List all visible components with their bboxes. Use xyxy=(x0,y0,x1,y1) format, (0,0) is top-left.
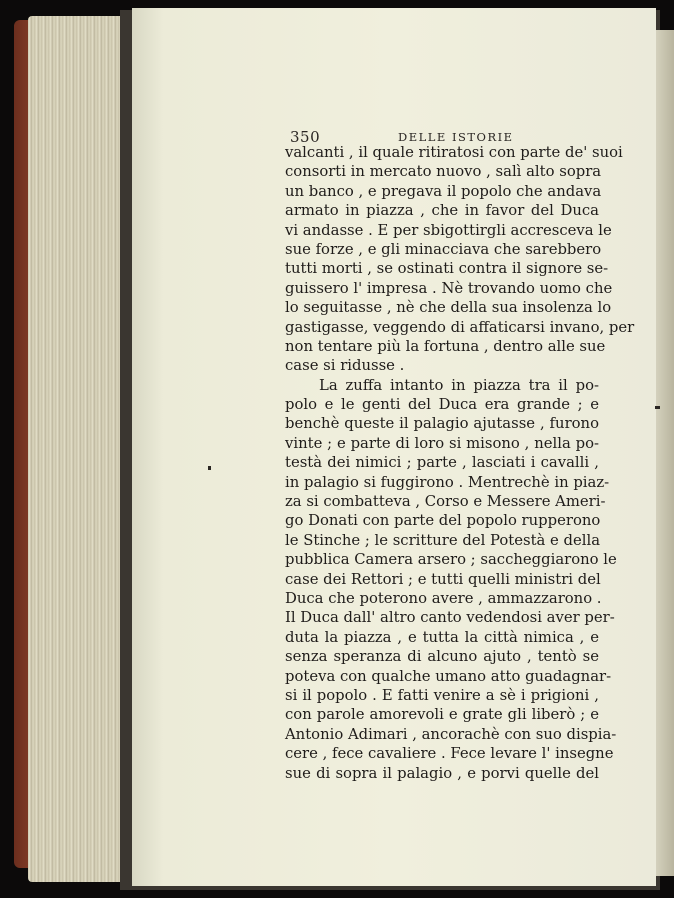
text-line: case dei Rettori ; e tutti quelli ministri del xyxy=(285,570,601,588)
text-line: testà dei nimici ; parte , lasciati i cavalli , xyxy=(285,454,599,472)
paragraph-start-line: La zuffa intanto in piazza tra il po- xyxy=(319,376,599,394)
text-line: za si combatteva , Corso e Messere Ameri- xyxy=(285,493,606,511)
text-line: Antonio Adimari , ancorachè con suo dispia- xyxy=(285,725,617,743)
text-line: go Donati con parte del popolo rupperono xyxy=(285,512,601,530)
paper-speck xyxy=(208,466,211,470)
text-line: con parole amorevoli e grate gli liberò ; e xyxy=(285,706,599,724)
text-line: guissero l' impresa . Nè trovando uomo che xyxy=(285,279,613,297)
text-line: vinte ; e parte di loro si misono , nella po- xyxy=(285,434,599,452)
page-number: 350 xyxy=(290,128,321,146)
text-line: poteva con qualche umano atto guadagnar- xyxy=(285,667,612,685)
text-line: pubblica Camera arsero ; saccheggiarono le xyxy=(285,551,617,569)
text-line: senza speranza di alcuno ajuto , tentò se xyxy=(285,648,599,666)
text-line: cere , fece cavaliere . Fece levare l' insegne xyxy=(285,745,614,763)
text-line: duta la piazza , e tutta la città nimica , e xyxy=(285,628,599,646)
text-line: sue di sopra il palagio , e porvi quelle del xyxy=(285,764,599,782)
text-line: sue forze , e gli minacciava che sarebbero xyxy=(285,240,602,258)
text-line: case si ridusse . xyxy=(285,357,405,375)
text-line: si il popolo . E fatti venire a sè i prigioni , xyxy=(285,686,599,704)
text-line: in palagio si fuggirono . Mentrechè in piaz- xyxy=(285,473,610,491)
text-line: polo e le genti del Duca era grande ; e xyxy=(285,396,599,414)
text-line: non tentare più la fortuna , dentro alle sue xyxy=(285,337,606,355)
paper-speck xyxy=(655,406,660,409)
text-line: lo seguitasse , nè che della sua insolenza lo xyxy=(285,299,612,317)
text-line: valcanti , il quale ritiratosi con parte de' suoi xyxy=(285,144,623,161)
running-head: DELLE ISTORIE xyxy=(398,130,514,144)
text-line: gastigasse, veggendo di affaticarsi invano, per xyxy=(285,318,635,336)
facing-page-edge xyxy=(654,30,674,876)
text-line: Il Duca dall' altro canto vedendosi aver per- xyxy=(285,609,615,627)
text-line: le Stinche ; le scritture del Potestà e della xyxy=(285,531,601,549)
text-line: benchè queste il palagio ajutasse , furono xyxy=(285,415,599,433)
text-line: un banco , e pregava il popolo che andava xyxy=(285,182,602,200)
text-line: tutti morti , se ostinati contra il signore se- xyxy=(285,260,609,278)
text-line: consorti in mercato nuovo , salì alto sopra xyxy=(285,163,602,181)
text-line: armato in piazza , che in favor del Duca xyxy=(285,202,599,220)
body-text xyxy=(285,143,635,783)
text-line: Duca che poterono avere , ammazzarono . xyxy=(285,589,602,607)
text-line: vi andasse . E per sbigottirgli accresceva le xyxy=(285,221,612,239)
